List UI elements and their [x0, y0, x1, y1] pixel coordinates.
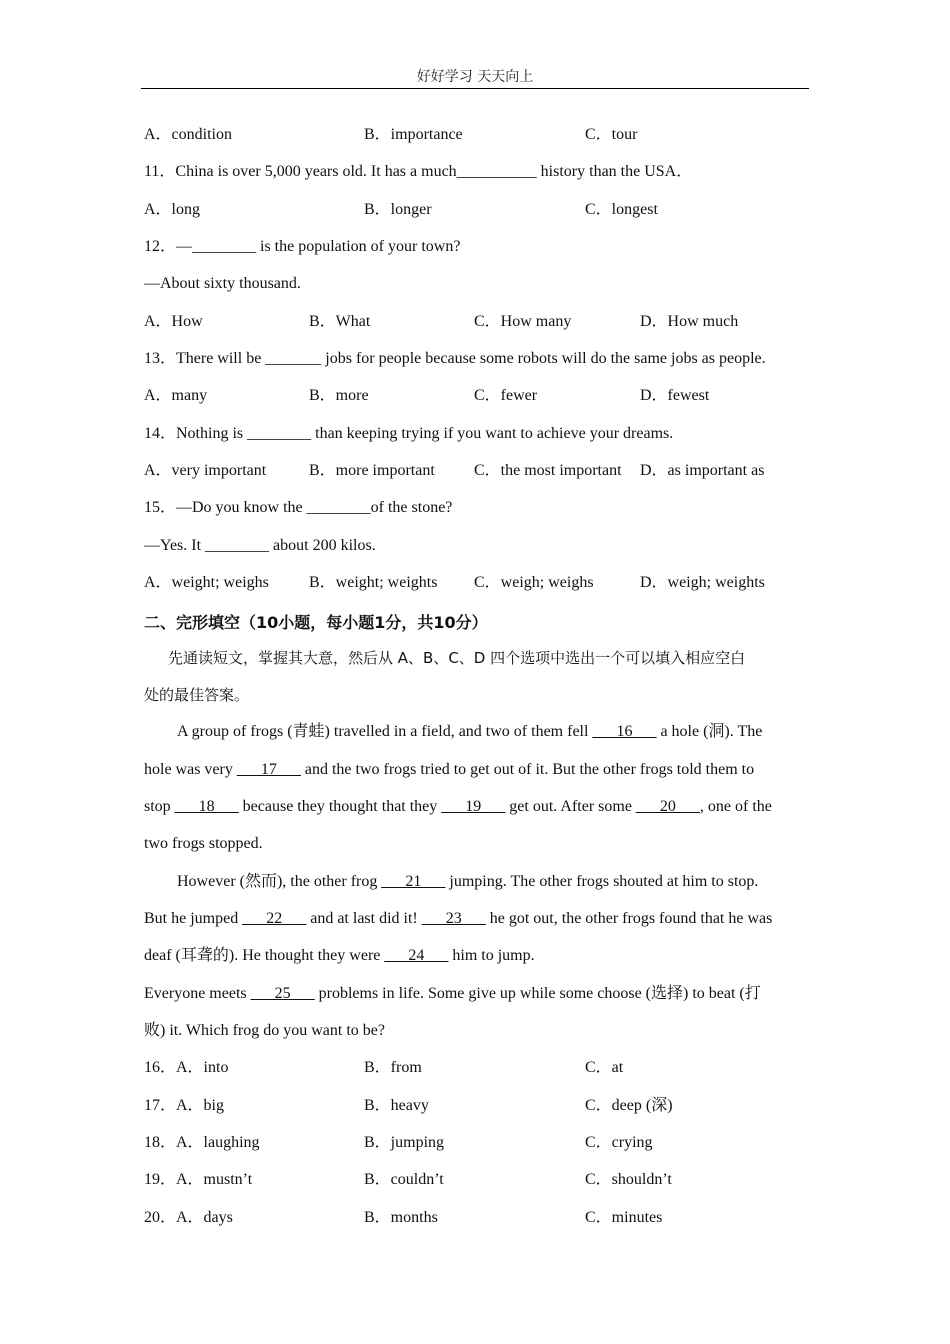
blank-19: ___19___: [441, 798, 506, 815]
passage-text: because they thought that they: [238, 798, 442, 815]
q16-option-b: B．from: [364, 1059, 422, 1076]
passage-line: [177, 722, 762, 742]
passage-text: and at last did it!: [306, 910, 422, 927]
q18-option-b: B．jumping: [364, 1134, 445, 1151]
passage-line: [177, 872, 758, 892]
passage-text: A group of frogs (青蛙) travelled in a field, and two of them fell: [177, 723, 593, 740]
page-header: 好好学习 天天向上: [416, 69, 534, 85]
passage-text: problems in life. Some give up while some choose (选择) to beat (打: [314, 985, 761, 1002]
q11-option-c: C．longest: [585, 201, 658, 218]
q18-option-c: C．crying: [585, 1134, 653, 1151]
passage-line: 败) it. Which frog do you want to be?: [144, 1022, 385, 1039]
header-rule: [141, 88, 809, 89]
q15-option-c: C．weigh; weighs: [474, 574, 594, 591]
q12-stem: 12．—________ is the population of your town?: [144, 238, 461, 255]
blank-16: ___16___: [592, 723, 657, 740]
passage-line: [144, 984, 761, 1004]
blank-24: ___24___: [384, 947, 449, 964]
q14-option-b: B．more important: [309, 462, 435, 479]
q11-option-a: A．long: [144, 201, 201, 218]
q20-option-a: 20．A．days: [144, 1209, 233, 1226]
passage-line: [144, 946, 535, 966]
passage-line: [144, 909, 772, 929]
blank-17: ___17___: [236, 761, 301, 778]
passage-line: two frogs stopped.: [144, 835, 263, 852]
q12-option-d: D．How much: [640, 313, 739, 330]
q15-reply: —Yes. It ________ about 200 kilos.: [144, 537, 376, 554]
q16-option-c: C．at: [585, 1059, 624, 1076]
q14-option-a: A．very important: [144, 462, 267, 479]
q11-stem: 11．China is over 5,000 years old. It has a much__________ history than the USA．: [144, 163, 693, 180]
passage-text: , one of the: [699, 798, 772, 815]
passage-text: hole was very: [144, 761, 237, 778]
passage-text: him to jump.: [448, 947, 535, 964]
passage-text: But he jumped: [144, 910, 243, 927]
q19-option-a: 19．A．mustn’t: [144, 1171, 253, 1188]
section-title: 二、完形填空（10小题，每小题1分，共10分）: [144, 613, 488, 632]
q10-option-c: C．tour: [585, 126, 638, 143]
q14-option-d: D．as important as: [640, 462, 765, 479]
q17-option-a: 17．A．big: [144, 1097, 225, 1114]
passage-text: get out. After some: [505, 798, 636, 815]
q16-option-a: 16．A．into: [144, 1059, 229, 1076]
q12-option-b: B．What: [309, 313, 371, 330]
q12-reply: —About sixty thousand.: [144, 275, 301, 292]
passage-text: a hole (洞). The: [656, 723, 763, 740]
q13-option-d: D．fewest: [640, 387, 710, 404]
q20-option-c: C．minutes: [585, 1209, 663, 1226]
q13-option-b: B．more: [309, 387, 369, 404]
passage-line: [144, 760, 754, 780]
q19-option-c: C．shouldn’t: [585, 1171, 672, 1188]
q12-option-c: C．How many: [474, 313, 572, 330]
q15-option-d: D．weigh; weights: [640, 574, 765, 591]
passage-text: stop: [144, 798, 175, 815]
q13-stem: 13．There will be _______ jobs for people because some robots will do the same jobs as people.: [144, 350, 766, 367]
q17-option-c: C．deep (深): [585, 1097, 673, 1114]
q18-option-a: 18．A．laughing: [144, 1134, 260, 1151]
q13-option-a: A．many: [144, 387, 208, 404]
blank-25: ___25___: [250, 985, 315, 1002]
passage-text: jumping. The other frogs shouted at him to stop.: [445, 873, 759, 890]
passage-text: and the two frogs tried to get out of it. But the other frogs told them to: [300, 761, 755, 778]
passage-text: However (然而), the other frog: [177, 873, 382, 890]
q14-stem: 14．Nothing is ________ than keeping trying if you want to achieve your dreams.: [144, 425, 674, 442]
q10-option-a: A．condition: [144, 126, 232, 143]
passage-text: deaf (耳聋的). He thought they were: [144, 947, 385, 964]
q14-option-c: C．the most important: [474, 462, 622, 479]
q10-option-b: B．importance: [364, 126, 463, 143]
blank-22: ___22___: [242, 910, 307, 927]
blank-18: ___18___: [174, 798, 239, 815]
q11-option-b: B．longer: [364, 201, 432, 218]
q20-option-b: B．months: [364, 1209, 438, 1226]
blank-20: ___20___: [635, 798, 700, 815]
passage-text: Everyone meets: [144, 985, 251, 1002]
passage-text: he got out, the other frogs found that he was: [485, 910, 773, 927]
q17-option-b: B．heavy: [364, 1097, 429, 1114]
q13-option-c: C．fewer: [474, 387, 538, 404]
passage-line: [144, 797, 772, 817]
blank-23: ___23___: [421, 910, 486, 927]
q15-option-a: A．weight; weighs: [144, 574, 269, 591]
q15-option-b: B．weight; weights: [309, 574, 438, 591]
q15-stem: 15．—Do you know the ________of the stone?: [144, 499, 453, 516]
instruction-line-2: 处的最佳答案。: [144, 686, 250, 704]
q19-option-b: B．couldn’t: [364, 1171, 444, 1188]
q12-option-a: A．How: [144, 313, 203, 330]
blank-21: ___21___: [381, 873, 446, 890]
instruction-line-1: 先通读短文，掌握其大意，然后从 A、B、C、D 四个选项中选出一个可以填入相应空白: [168, 649, 746, 667]
